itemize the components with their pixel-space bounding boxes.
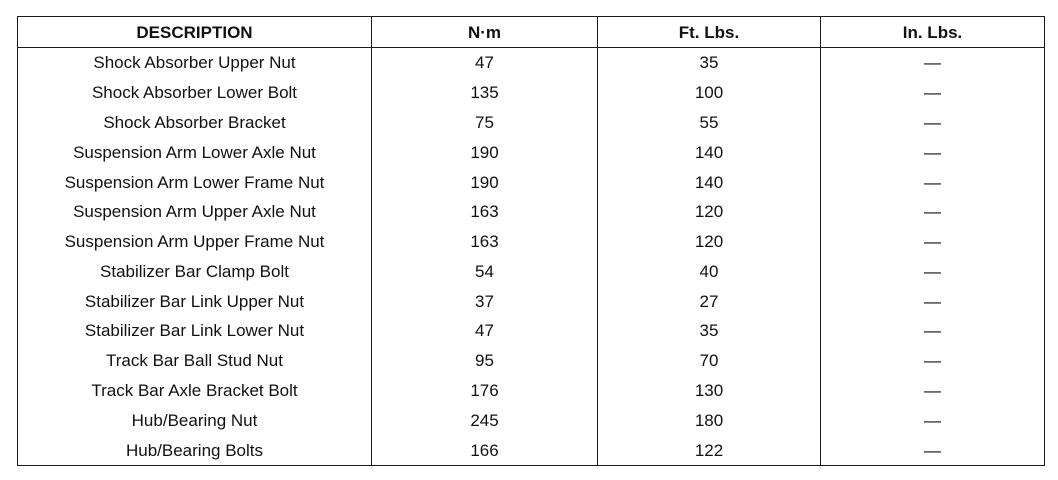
- cell-ft-lbs: 122: [598, 435, 821, 465]
- cell-description: Stabilizer Bar Link Lower Nut: [18, 316, 372, 346]
- cell-nm: 95: [372, 346, 598, 376]
- cell-description: Hub/Bearing Bolts: [18, 435, 372, 465]
- cell-nm: 47: [372, 316, 598, 346]
- cell-ft-lbs: 130: [598, 376, 821, 406]
- table-row: [18, 405, 1045, 435]
- cell-nm: 166: [372, 435, 598, 465]
- cell-description: Suspension Arm Upper Frame Nut: [18, 227, 372, 257]
- cell-in-lbs: —: [821, 256, 1045, 286]
- cell-description: Shock Absorber Bracket: [18, 108, 372, 138]
- cell-nm: 163: [372, 227, 598, 257]
- table-row: [18, 78, 1045, 108]
- cell-in-lbs: —: [821, 405, 1045, 435]
- cell-in-lbs: —: [821, 137, 1045, 167]
- cell-description: Shock Absorber Lower Bolt: [18, 78, 372, 108]
- cell-nm: 245: [372, 405, 598, 435]
- cell-nm: 176: [372, 376, 598, 406]
- cell-nm: 47: [372, 48, 598, 78]
- cell-ft-lbs: 55: [598, 108, 821, 138]
- cell-nm: 163: [372, 197, 598, 227]
- cell-in-lbs: —: [821, 316, 1045, 346]
- table-row: [18, 197, 1045, 227]
- cell-description: Track Bar Ball Stud Nut: [18, 346, 372, 376]
- cell-in-lbs: —: [821, 227, 1045, 257]
- header-ft-lbs: Ft. Lbs.: [598, 17, 821, 48]
- header-row: [18, 17, 1045, 48]
- cell-description: Suspension Arm Lower Axle Nut: [18, 137, 372, 167]
- cell-in-lbs: —: [821, 435, 1045, 465]
- table-row: [18, 435, 1045, 465]
- cell-nm: 75: [372, 108, 598, 138]
- table-row: [18, 167, 1045, 197]
- cell-description: Hub/Bearing Nut: [18, 405, 372, 435]
- header-description: DESCRIPTION: [18, 17, 372, 48]
- cell-nm: 190: [372, 167, 598, 197]
- cell-ft-lbs: 35: [598, 48, 821, 78]
- cell-ft-lbs: 35: [598, 316, 821, 346]
- table-row: [18, 108, 1045, 138]
- cell-nm: 37: [372, 286, 598, 316]
- cell-ft-lbs: 70: [598, 346, 821, 376]
- cell-ft-lbs: 140: [598, 137, 821, 167]
- cell-in-lbs: —: [821, 197, 1045, 227]
- table-row: [18, 376, 1045, 406]
- table-row: [18, 256, 1045, 286]
- cell-nm: 135: [372, 78, 598, 108]
- cell-ft-lbs: 140: [598, 167, 821, 197]
- cell-in-lbs: —: [821, 78, 1045, 108]
- cell-in-lbs: —: [821, 108, 1045, 138]
- header-in-lbs: In. Lbs.: [821, 17, 1045, 48]
- cell-ft-lbs: 27: [598, 286, 821, 316]
- table-body: [18, 48, 1045, 466]
- cell-ft-lbs: 120: [598, 227, 821, 257]
- cell-nm: 190: [372, 137, 598, 167]
- table-row: [18, 316, 1045, 346]
- cell-description: Suspension Arm Upper Axle Nut: [18, 197, 372, 227]
- table-row: [18, 137, 1045, 167]
- cell-in-lbs: —: [821, 286, 1045, 316]
- torque-spec-table: [17, 16, 1045, 466]
- table-header: [18, 17, 1045, 48]
- cell-ft-lbs: 180: [598, 405, 821, 435]
- cell-in-lbs: —: [821, 376, 1045, 406]
- cell-description: Stabilizer Bar Clamp Bolt: [18, 256, 372, 286]
- cell-ft-lbs: 100: [598, 78, 821, 108]
- cell-description: Stabilizer Bar Link Upper Nut: [18, 286, 372, 316]
- table-row: [18, 48, 1045, 78]
- table-row: [18, 346, 1045, 376]
- header-nm: N·m: [372, 17, 598, 48]
- cell-description: Shock Absorber Upper Nut: [18, 48, 372, 78]
- table-row: [18, 227, 1045, 257]
- cell-description: Suspension Arm Lower Frame Nut: [18, 167, 372, 197]
- cell-in-lbs: —: [821, 346, 1045, 376]
- cell-in-lbs: —: [821, 48, 1045, 78]
- cell-description: Track Bar Axle Bracket Bolt: [18, 376, 372, 406]
- cell-ft-lbs: 40: [598, 256, 821, 286]
- cell-ft-lbs: 120: [598, 197, 821, 227]
- cell-nm: 54: [372, 256, 598, 286]
- cell-in-lbs: —: [821, 167, 1045, 197]
- table-row: [18, 286, 1045, 316]
